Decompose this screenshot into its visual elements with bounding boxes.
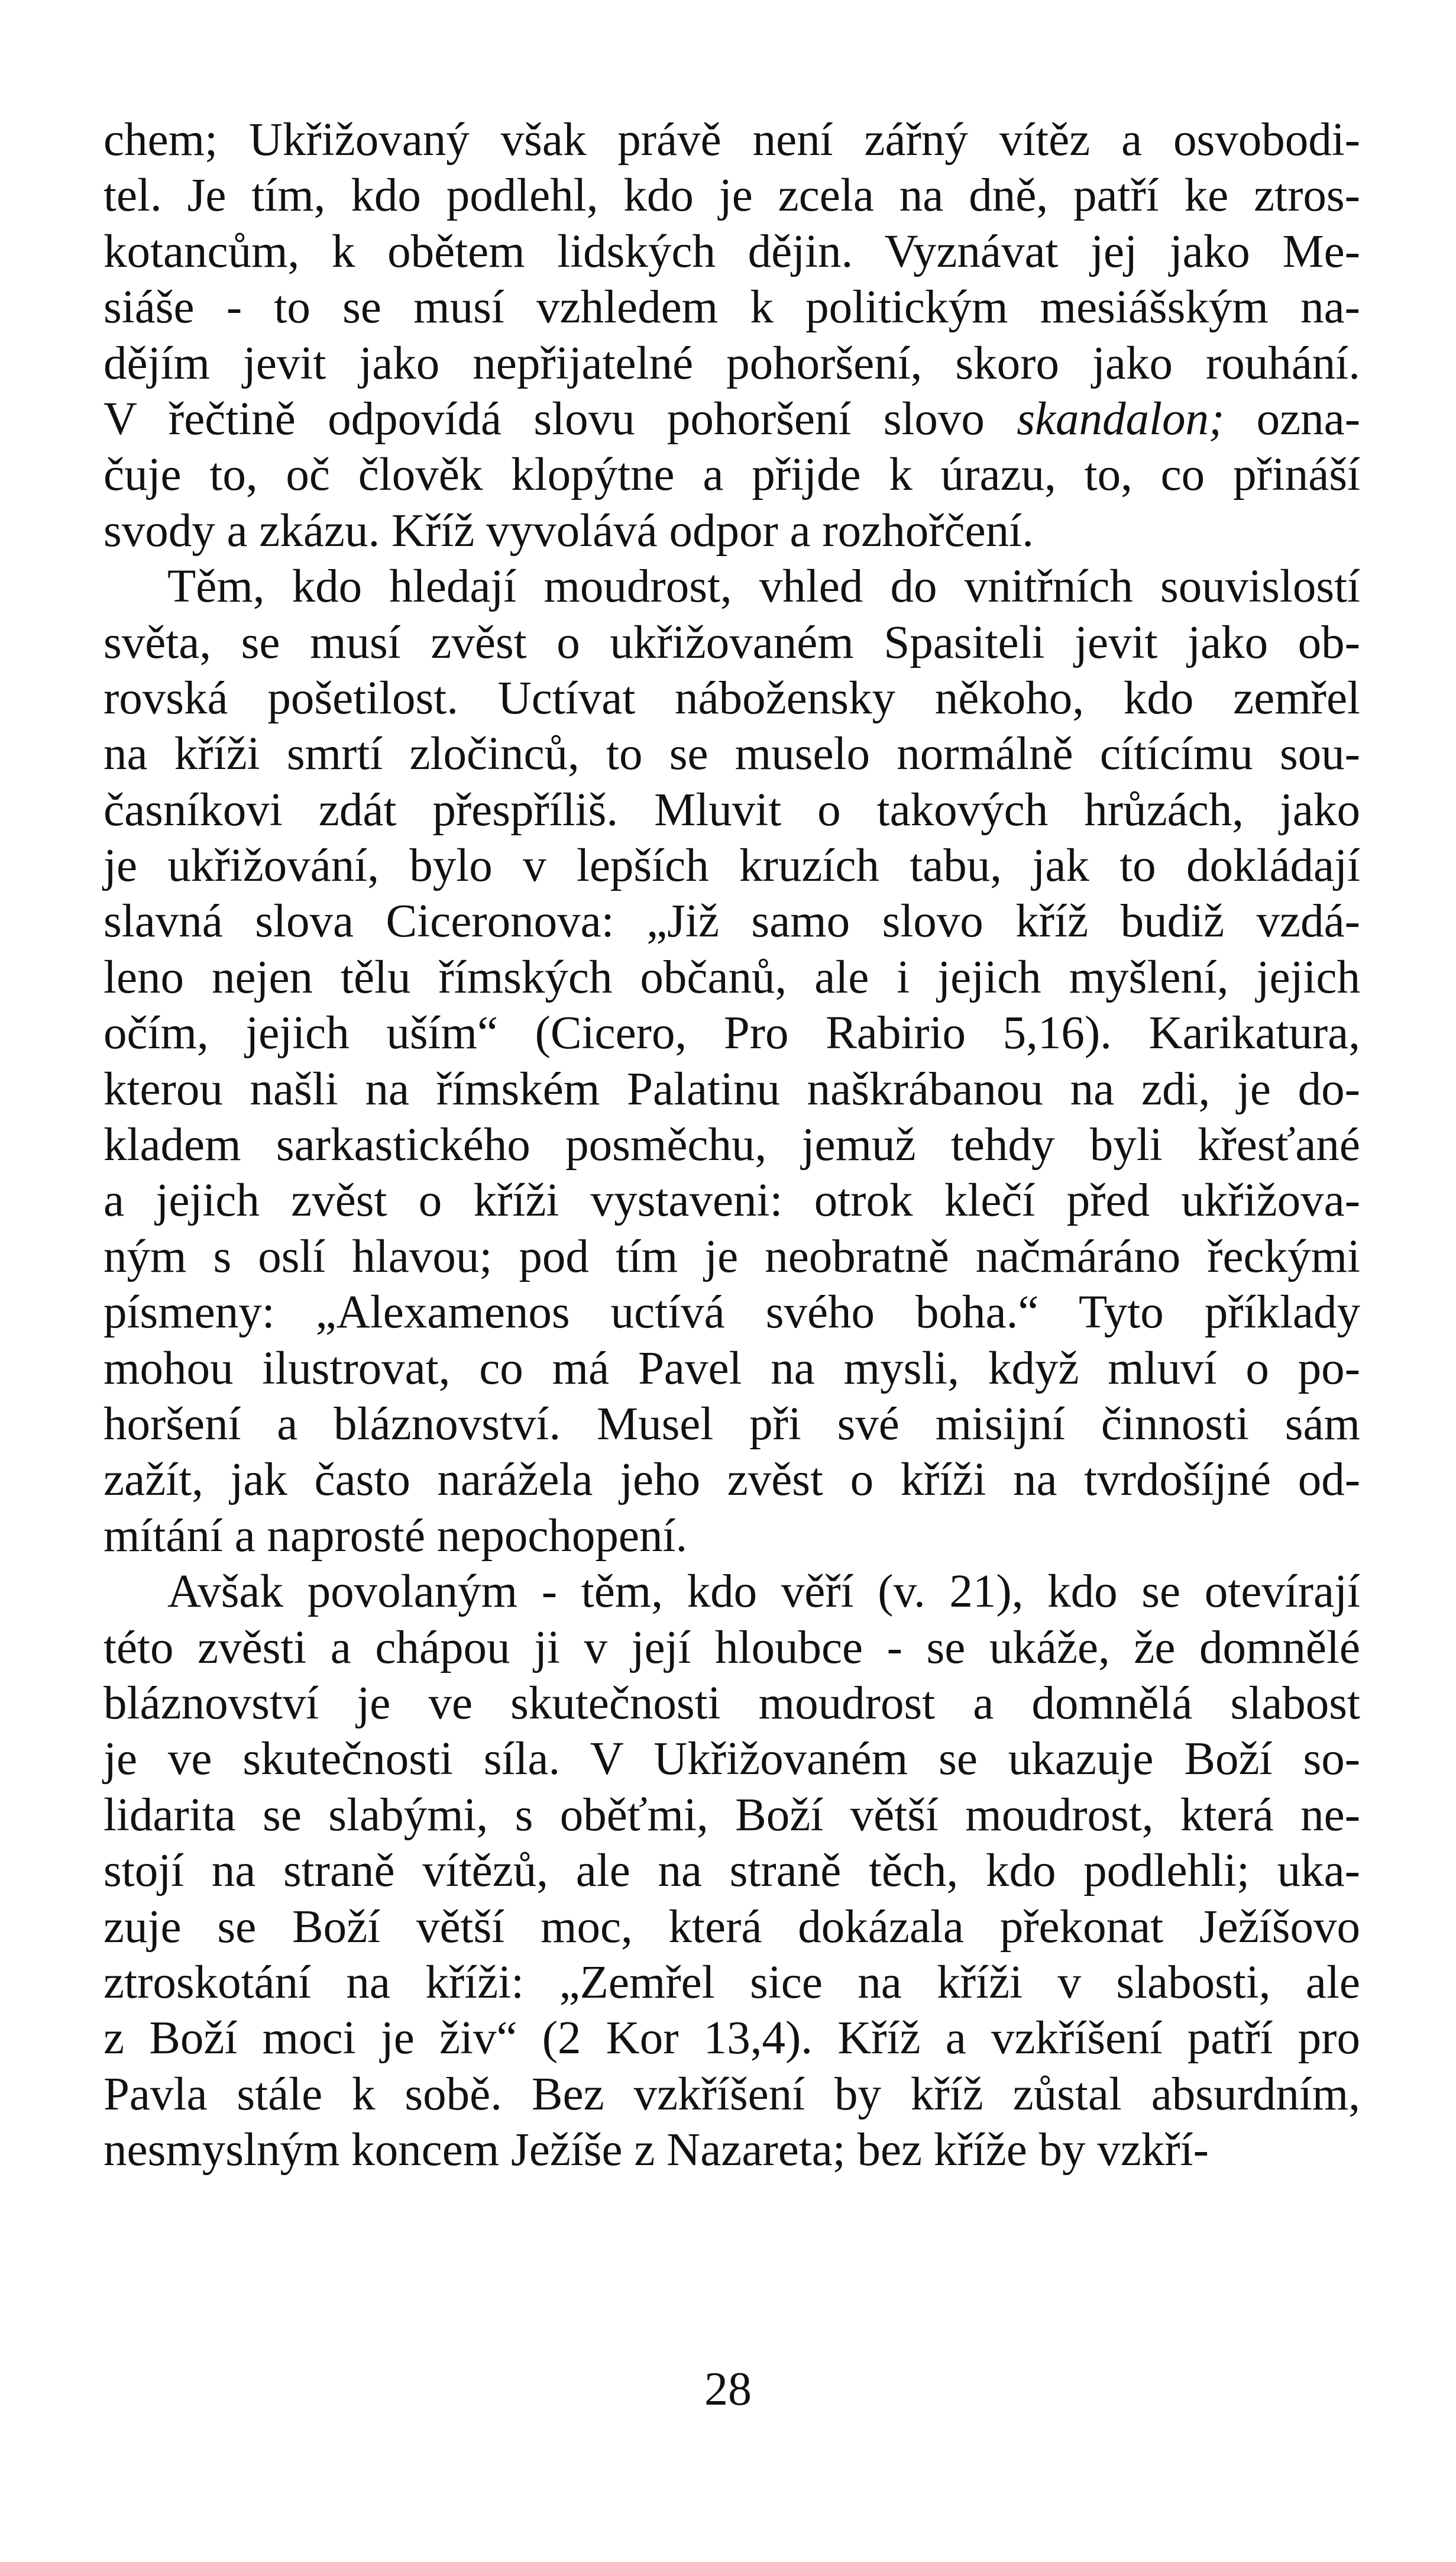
paragraph bbox=[103, 1564, 1360, 2178]
text-line: Avšak povolaným - těm, kdo věří (v. 21), kdo se otevírají bbox=[167, 1566, 1360, 1618]
text-line: leno nejen tělu římských občanů, ale i jejich myšlení, jejich bbox=[103, 951, 1360, 1003]
text-line: bláznovství je ve skutečnosti moudrost a domnělá slabost bbox=[103, 1677, 1360, 1729]
text-line: lidarita se slabými, s oběťmi, Boží větší moudrost, která ne- bbox=[103, 1789, 1360, 1841]
paragraph bbox=[103, 559, 1360, 1564]
italic-term: skandalon; bbox=[1017, 393, 1225, 445]
text-line: a jejich zvěst o kříži vystaveni: otrok klečí před ukřižova- bbox=[103, 1175, 1360, 1227]
text-line: ztroskotání na kříži: „Zemřel sice na kříži v slabosti, ale bbox=[103, 1956, 1360, 2008]
text-line: světa, se musí zvěst o ukřižovaném Spasiteli jevit jako ob- bbox=[103, 616, 1360, 668]
text-line: této zvěsti a chápou ji v její hloubce - se ukáže, že domnělé bbox=[103, 1621, 1360, 1673]
text-line: Těm, kdo hledají moudrost, vhled do vnitřních souvislostí bbox=[167, 561, 1360, 613]
text-line: kladem sarkastického posměchu, jemuž tehdy byli křesťané bbox=[103, 1119, 1360, 1171]
text-line: siáše - to se musí vzhledem k politickým mesiášským na- bbox=[103, 282, 1360, 334]
text-line: mohou ilustrovat, co má Pavel na mysli, když mluví o po- bbox=[103, 1342, 1360, 1394]
text-line: zažít, jak často narážela jeho zvěst o kříži na tvrdošíjné od- bbox=[103, 1454, 1360, 1506]
text-line: rovská pošetilost. Uctívat nábožensky někoho, kdo zemřel bbox=[103, 672, 1360, 724]
text-line: očím, jejich uším“ (Cicero, Pro Rabirio 5,16). Karikatura, bbox=[103, 1007, 1360, 1059]
text-line: stojí na straně vítězů, ale na straně těch, kdo podlehli; uka- bbox=[103, 1845, 1360, 1897]
text-line: chem; Ukřižovaný však právě není zářný vítěz a osvobodi- bbox=[103, 114, 1360, 166]
text-line: čuje to, oč člověk klopýtne a přijde k úrazu, to, co přináší bbox=[103, 449, 1360, 501]
text-line: tel. Je tím, kdo podlehl, kdo je zcela na dně, patří ke ztros- bbox=[103, 170, 1360, 222]
text-line: na kříži smrtí zločinců, to se muselo normálně cítícímu sou- bbox=[103, 728, 1360, 780]
text-line: zuje se Boží větší moc, která dokázala překonat Ježíšovo bbox=[103, 1901, 1360, 1953]
page-number: 28 bbox=[704, 2363, 752, 2415]
text-line: ným s oslí hlavou; pod tím je neobratně načmáráno řeckými bbox=[103, 1230, 1360, 1282]
text-line: je ve skutečnosti síla. V Ukřižovaném se ukazuje Boží so- bbox=[103, 1733, 1360, 1785]
paragraph bbox=[103, 112, 1360, 559]
text-run: V řečtině odpovídá slovu pohoršení slovo bbox=[103, 393, 1017, 445]
body-text bbox=[103, 112, 1360, 2178]
text-line: časníkovi zdát přespříliš. Mluvit o takových hrůzách, jako bbox=[103, 784, 1360, 836]
text-line: dějím jevit jako nepřijatelné pohoršení, skoro jako rouhání. bbox=[103, 337, 1360, 389]
text-line: svody a zkázu. Kříž vyvolává odpor a rozhořčení. bbox=[103, 505, 1034, 557]
text-run: ozna- bbox=[1224, 393, 1361, 445]
text-line: kotancům, k obětem lidských dějin. Vyznávat jej jako Me- bbox=[103, 225, 1360, 277]
text-line: nesmyslným koncem Ježíše z Nazareta; bez kříže by vzkří- bbox=[103, 2124, 1209, 2176]
text-line: Pavla stále k sobě. Bez vzkříšení by kříž zůstal absurdním, bbox=[103, 2068, 1360, 2120]
text-line: mítání a naprosté nepochopení. bbox=[103, 1510, 688, 1562]
text-line: horšení a bláznovství. Musel při své misijní činnosti sám bbox=[103, 1398, 1360, 1450]
text-line: písmeny: „Alexamenos uctívá svého boha.“ Tyto příklady bbox=[103, 1287, 1360, 1339]
text-line: je ukřižování, bylo v lepších kruzích tabu, jak to dokládají bbox=[103, 840, 1360, 892]
text-line: z Boží moci je živ“ (2 Kor 13,4). Kříž a vzkříšení patří pro bbox=[103, 2012, 1360, 2065]
text-line: slavná slova Ciceronova: „Již samo slovo kříž budiž vzdá- bbox=[103, 896, 1360, 948]
text-line: kterou našli na římském Palatinu naškrábanou na zdi, je do- bbox=[103, 1063, 1360, 1115]
text-line bbox=[103, 392, 1360, 447]
